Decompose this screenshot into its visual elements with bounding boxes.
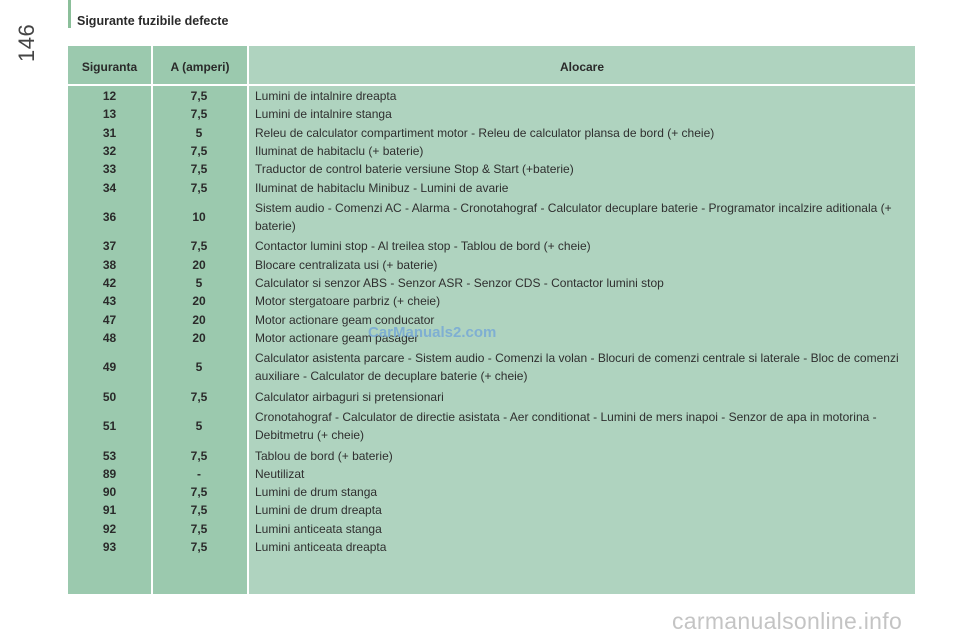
fuse-number: 33: [102, 162, 117, 177]
fuse-allocation: Calculator airbaguri si pretensionari: [255, 389, 444, 404]
fuse-amperage: 20: [192, 257, 206, 272]
table-body: [68, 87, 915, 556]
fuse-amperage: 20: [192, 312, 206, 327]
table-row: [68, 124, 915, 142]
fuse-allocation: Lumini de drum stanga: [255, 485, 378, 500]
table-row: [68, 388, 915, 406]
table-row: [68, 446, 915, 464]
table-row: [68, 292, 915, 310]
table-row: [68, 520, 915, 538]
fuse-number: 47: [102, 312, 117, 327]
fuse-allocation: Calculator asistenta parcare - Sistem audio - Comenzi la volan - Blocuri de comenzi centrale si laterale - Bloc de comenzi auxiliare - Calculator de decuplare baterie (+ cheie): [255, 351, 899, 384]
fuse-number: 34: [102, 180, 117, 195]
fuse-allocation: Cronotahograf - Calculator de directie asistata - Aer conditionat - Lumini de mers inapoi - Senzor de apa in motorina - Debitmetru (+ cheie): [255, 410, 877, 443]
fuse-number: 53: [102, 448, 117, 463]
fuse-number: 48: [102, 330, 117, 345]
section-accent-bar: [68, 0, 71, 28]
fuse-number: 92: [102, 521, 117, 536]
fuse-number: 42: [102, 276, 117, 291]
fuse-table: [68, 46, 915, 594]
fuse-amperage: 20: [192, 330, 206, 345]
fuse-number: 51: [102, 419, 117, 434]
fuse-amperage: 7,5: [190, 448, 208, 463]
fuse-allocation: Lumini de intalnire dreapta: [255, 89, 397, 104]
table-row: [68, 178, 915, 196]
fuse-allocation: Motor actionare geam pasager: [255, 330, 419, 345]
fuse-number: 13: [102, 107, 117, 122]
center-watermark: CarManuals2.com: [368, 324, 497, 341]
table-row: [68, 87, 915, 105]
section-title: Sigurante fuzibile defecte: [77, 14, 229, 28]
fuse-amperage: 10: [192, 210, 206, 225]
fuse-number: 32: [102, 144, 117, 159]
fuse-amperage: 7,5: [190, 162, 208, 177]
table-row: [68, 538, 915, 556]
fuse-allocation: Neutilizat: [255, 466, 305, 481]
fuse-amperage: 7,5: [190, 144, 208, 159]
fuse-allocation: Lumini de drum dreapta: [255, 503, 382, 518]
column-header-fuse: Siguranta: [81, 60, 138, 74]
table-header: [68, 46, 915, 86]
fuse-allocation: Calculator si senzor ABS - Senzor ASR - Senzor CDS - Contactor lumini stop: [255, 276, 664, 291]
table-row: [68, 256, 915, 274]
page-number: 146: [14, 23, 39, 62]
fuse-allocation: Releu de calculator compartiment motor - Releu de calculator plansa de bord (+ cheie): [255, 125, 715, 140]
footer-watermark: carmanualsonline.info: [672, 608, 903, 634]
fuse-allocation: Motor actionare geam conducator: [255, 312, 435, 327]
fuse-amperage: 7,5: [190, 239, 208, 254]
fuse-allocation: Tablou de bord (+ baterie): [255, 448, 393, 463]
fuse-number: 36: [102, 210, 117, 225]
fuse-number: 50: [102, 389, 117, 404]
fuse-allocation: Motor stergatoare parbriz (+ cheie): [255, 294, 441, 309]
table-row: [68, 105, 915, 123]
table-row: [68, 142, 915, 160]
fuse-allocation: Traductor de control baterie versiune Stop & Start (+baterie): [255, 162, 574, 177]
fuse-number: 37: [102, 239, 117, 254]
column-header-allocation: Alocare: [559, 60, 605, 74]
table-row: [68, 465, 915, 483]
table-row: [68, 237, 915, 255]
fuse-amperage: 7,5: [190, 539, 208, 554]
fuse-amperage: 5: [195, 360, 203, 375]
fuse-amperage: 7,5: [190, 107, 208, 122]
table-row: [68, 483, 915, 501]
fuse-allocation: Blocare centralizata usi (+ baterie): [255, 257, 438, 272]
fuse-number: 12: [102, 89, 117, 104]
fuse-number: 43: [102, 294, 117, 309]
table-row: [68, 406, 915, 447]
table-row: [68, 197, 915, 238]
fuse-allocation: Sistem audio - Comenzi AC - Alarma - Cronotahograf - Calculator decuplare baterie - Programator incalzire aditionala (+ baterie): [255, 201, 892, 234]
table-row: [68, 347, 915, 388]
fuse-amperage: 7,5: [190, 485, 208, 500]
fuse-amperage: 5: [195, 125, 203, 140]
fuse-allocation: Lumini anticeata stanga: [255, 521, 382, 536]
fuse-amperage: 7,5: [190, 89, 208, 104]
fuse-amperage: 7,5: [190, 503, 208, 518]
fuse-number: 91: [102, 503, 117, 518]
fuse-amperage: 5: [195, 276, 203, 291]
fuse-amperage: 7,5: [190, 521, 208, 536]
fuse-allocation: Contactor lumini stop - Al treilea stop - Tablou de bord (+ cheie): [255, 239, 591, 254]
fuse-amperage: 20: [192, 294, 206, 309]
fuse-number: 49: [102, 360, 117, 375]
column-header-amperage: A (amperi): [170, 60, 230, 74]
fuse-amperage: 7,5: [190, 180, 208, 195]
fuse-allocation: Lumini de intalnire stanga: [255, 107, 392, 122]
fuse-number: 89: [102, 466, 117, 481]
fuse-allocation: Lumini anticeata dreapta: [255, 539, 387, 554]
fuse-amperage: -: [197, 466, 201, 481]
fuse-number: 31: [102, 125, 117, 140]
fuse-number: 90: [102, 485, 117, 500]
fuse-number: 38: [102, 257, 117, 272]
table-row: [68, 160, 915, 178]
table-row: [68, 274, 915, 292]
fuse-amperage: 5: [195, 419, 203, 434]
fuse-allocation: Iluminat de habitaclu Minibuz - Lumini de avarie: [255, 180, 509, 195]
table-row: [68, 501, 915, 519]
fuse-number: 93: [102, 539, 117, 554]
fuse-allocation: Iluminat de habitaclu (+ baterie): [255, 144, 424, 159]
fuse-amperage: 7,5: [190, 389, 208, 404]
